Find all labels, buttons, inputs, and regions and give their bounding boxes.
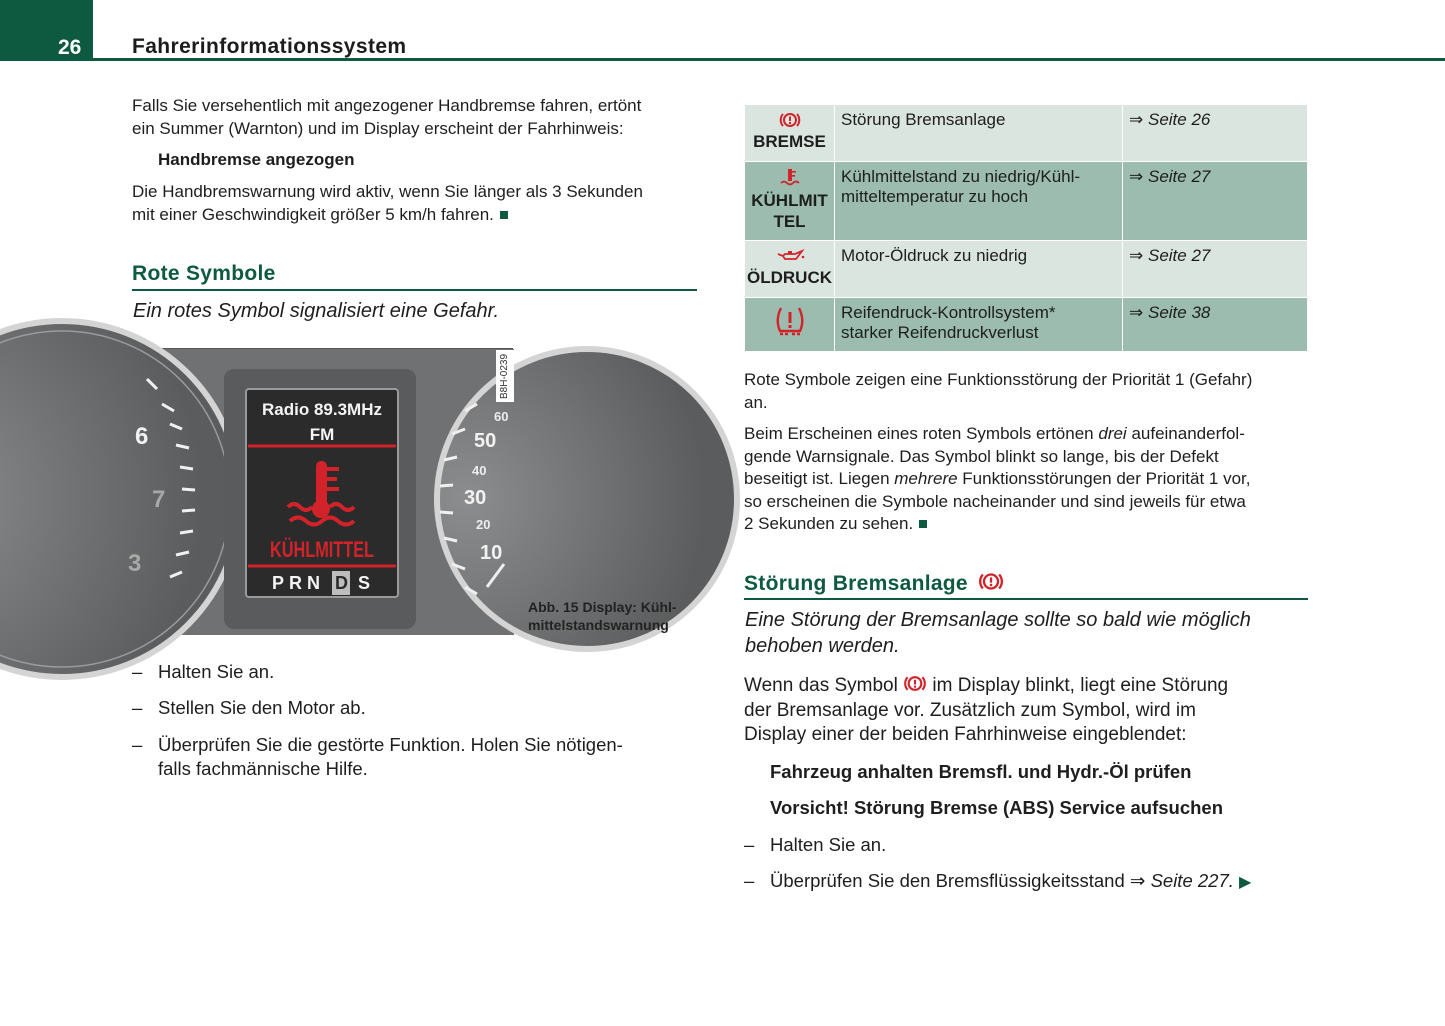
chapter-title: Fahrerinformationssystem [132, 35, 407, 58]
paragraph-text: Funktionsstörungen der Priorität 1 vor, [957, 469, 1251, 488]
gear-indicator-s: S [358, 573, 371, 593]
section-rule [744, 598, 1308, 600]
table-row [745, 241, 1308, 298]
gauge-mark-10: 10 [480, 542, 503, 564]
handbrake-message: Handbremse angezogen [158, 150, 355, 169]
list-dash: – [744, 834, 755, 855]
page-reference[interactable]: Seite 227. [1150, 870, 1234, 891]
handbrake-warning-paragraph [132, 181, 643, 226]
list-item-text: Stellen Sie den Motor ab. [158, 697, 366, 718]
warning-line-1: Die Handbremswarnung wird aktiv, wenn Sie länger als 3 Sekunden [132, 182, 643, 201]
symbol-label: ÖLDRUCK [747, 268, 832, 287]
intro-line-1: Falls Sie versehentlich mit angezogener Handbremse fahren, ertönt [132, 96, 642, 115]
symbol-label-continued: TEL [773, 212, 806, 231]
section-rule [132, 289, 697, 291]
lead-line: behoben werden. [745, 635, 900, 657]
section-title-rote-symbole: Rote Symbole [132, 262, 276, 285]
reference-cell [1123, 105, 1308, 162]
list-item-text: Halten Sie an. [770, 834, 887, 855]
page-reference[interactable]: Seite 27 [1147, 167, 1211, 186]
description-text-continued: mitteltemperatur zu hoch [841, 187, 1029, 206]
intro-paragraph [132, 95, 641, 140]
symbol-cell [745, 241, 835, 298]
paragraph-text: im Display blinkt, liegt eine Störung [927, 675, 1229, 696]
symbol-cell [745, 298, 835, 352]
emphasis-text: mehrere [894, 469, 958, 488]
list-item-text-part: Überprüfen Sie den Bremsflüssigkeitsstand [770, 870, 1130, 891]
page-reference[interactable]: Seite 26 [1147, 110, 1211, 129]
intro-line-2: ein Summer (Warnton) und im Display erscheint der Fahrhinweis: [132, 118, 624, 138]
gear-indicator-prn: PRN [272, 573, 326, 593]
description-cell [835, 241, 1123, 298]
end-mark-icon [500, 211, 508, 219]
gauge-mark-20: 20 [476, 517, 491, 532]
paragraph-line: an. [744, 392, 768, 412]
gauge-mark-60: 60 [494, 409, 509, 424]
tire-pressure-icon [773, 305, 807, 337]
lead-line: Eine Störung der Bremsanlage sollte so bald wie möglich [745, 609, 1251, 631]
brake-warning-icon [779, 111, 801, 129]
section-lead: Ein rotes Symbol signalisiert eine Gefahr. [133, 300, 500, 322]
arrow-icon: ⇒ [1129, 870, 1146, 891]
brake-warning-icon [903, 674, 927, 693]
reference-cell [1123, 162, 1308, 241]
list-item-text: Halten Sie an. [158, 661, 275, 682]
symbol-cell [745, 105, 835, 162]
list-dash: – [132, 734, 143, 755]
paragraph-warning-signals [744, 423, 1251, 536]
figure-id-label: B8H-0239 [496, 350, 514, 402]
oil-can-icon [775, 248, 805, 264]
figure-caption [528, 598, 677, 634]
list-dash: – [132, 661, 143, 682]
section-lead [745, 607, 1251, 659]
end-mark-icon [919, 520, 927, 528]
cluster-display-figure [128, 348, 513, 634]
description-text: Störung Bremsanlage [841, 110, 1006, 129]
radio-band: FM [309, 425, 335, 444]
arrow-icon: ⇒ [1129, 303, 1144, 322]
paragraph-line: der Bremsanlage vor. Zusätzlich zum Symbol, wird im [744, 699, 1196, 721]
paragraph-brake-fault [744, 674, 1228, 748]
section-title-text: Störung Bremsanlage [744, 572, 968, 595]
gauge-mark-50: 50 [474, 430, 497, 452]
description-cell [835, 298, 1123, 352]
paragraph-line: gende Warnsignale. Das Symbol blinkt so lange, bis der Defekt [744, 446, 1219, 466]
symbol-label: BREMSE [753, 132, 826, 151]
table-row [745, 298, 1308, 352]
list-item-text [770, 869, 1251, 895]
paragraph-text: Wenn das Symbol [744, 675, 904, 696]
continue-arrow-icon: ▶ [1239, 874, 1252, 891]
emphasis-text: drei [1098, 424, 1127, 443]
arrow-icon: ⇒ [1129, 167, 1144, 186]
instrument-cluster-illustration [128, 349, 514, 635]
radio-frequency: Radio 89.3MHz [262, 400, 382, 419]
symbol-cell [745, 162, 835, 241]
section-title-stoerung-bremsanlage [744, 571, 1004, 596]
page-reference[interactable]: Seite 27 [1147, 246, 1211, 265]
driver-message-2: Vorsicht! Störung Bremse (ABS) Service aufsuchen [770, 797, 1224, 818]
table-row [745, 162, 1308, 241]
coolant-icon [779, 168, 801, 188]
paragraph-line: so erscheinen die Symbole nacheinander und sind jeweils für etwa [744, 491, 1246, 511]
paragraph-line: Display einer der beiden Fahrhinweise eingeblendet: [744, 724, 1187, 745]
page-reference[interactable]: Seite 38 [1147, 303, 1211, 322]
list-item-text: Überprüfen Sie die gestörte Funktion. Holen Sie nötigen- [158, 734, 623, 755]
tach-mark-7: 7 [152, 486, 166, 513]
brake-warning-icon [978, 571, 1004, 592]
table-row [745, 105, 1308, 162]
tach-mark-3: 3 [128, 550, 142, 577]
description-text: Kühlmittelstand zu niedrig/Kühl- [841, 167, 1081, 186]
description-text-continued: starker Reifendruckverlust [841, 323, 1039, 342]
paragraph-priority [744, 369, 1252, 414]
red-symbols-table [744, 104, 1308, 352]
list-dash: – [132, 697, 143, 718]
gear-indicator-active: D [335, 573, 348, 593]
paragraph-text: aufeinanderfol- [1126, 424, 1245, 443]
arrow-icon: ⇒ [1129, 110, 1144, 129]
description-text: Reifendruck-Kontrollsystem* [841, 303, 1056, 322]
paragraph-line: Rote Symbole zeigen eine Funktionsstörung der Priorität 1 (Gefahr) [744, 370, 1253, 389]
driver-message-1: Fahrzeug anhalten Bremsfl. und Hydr.-Öl prüfen [770, 761, 1192, 782]
paragraph-text: Beim Erscheinen eines roten Symbols ertönen [744, 424, 1099, 443]
paragraph-text: beseitigt ist. Liegen [744, 469, 895, 488]
reference-cell [1123, 298, 1308, 352]
gauge-mark-30: 30 [464, 487, 487, 509]
caption-line-2: mittelstandswarnung [528, 617, 669, 633]
arrow-icon: ⇒ [1129, 246, 1144, 265]
tach-mark-6: 6 [135, 423, 149, 450]
reference-cell [1123, 241, 1308, 298]
description-text: Motor-Öldruck zu niedrig [841, 246, 1028, 265]
gauge-mark-40: 40 [472, 463, 487, 478]
list-item-text-continued: falls fachmännische Hilfe. [158, 758, 368, 779]
description-cell [835, 162, 1123, 241]
caption-line-1: Abb. 15 Display: Kühl- [528, 599, 677, 615]
display-warning-label: KÜHLMITTEL [270, 537, 374, 562]
warning-line-2: mit einer Geschwindigkeit größer 5 km/h fahren. [132, 204, 494, 224]
page-number: 26 [58, 36, 82, 59]
description-cell [835, 105, 1123, 162]
paragraph-line: 2 Sekunden zu sehen. [744, 514, 914, 533]
symbol-label: KÜHLMIT [751, 191, 828, 210]
list-dash: – [744, 870, 755, 891]
